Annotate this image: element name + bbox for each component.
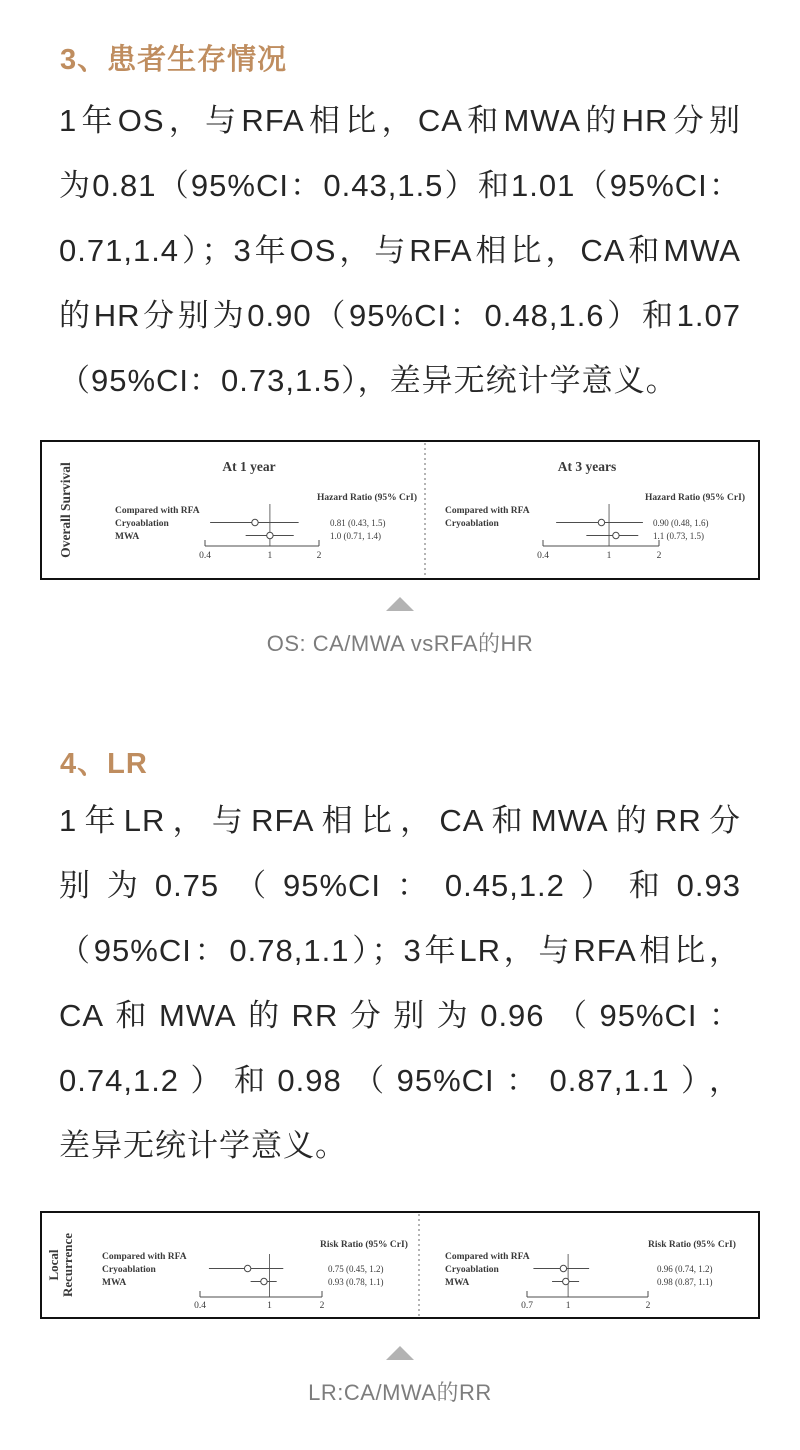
point-estimate-marker bbox=[598, 519, 604, 525]
axis-tick-label: 2 bbox=[656, 551, 662, 561]
point-estimate-marker bbox=[560, 1265, 566, 1271]
section-3-paragraph bbox=[59, 88, 741, 413]
axis-tick-label: 1 bbox=[565, 1301, 571, 1311]
paragraph-line: 的HR分别为0.90（95%CI：0.48,1.6）和1.07 bbox=[59, 298, 741, 333]
effect-column-header: Hazard Ratio (95% CrI) bbox=[317, 493, 417, 503]
caption-triangle-icon bbox=[386, 597, 414, 611]
axis-tick-label: 0.4 bbox=[194, 1301, 206, 1311]
row-label: Cryoablation bbox=[445, 1265, 499, 1275]
lr-figure-caption-block bbox=[0, 1346, 800, 1407]
row-value: 0.93 (0.78, 1.1) bbox=[328, 1277, 384, 1287]
paragraph-line: 0.74,1.2）和0.98（95%CI：0.87,1.1）， bbox=[59, 1063, 741, 1098]
figure-outcome-label: Recurrence bbox=[60, 1232, 75, 1298]
row-label: MWA bbox=[102, 1278, 127, 1288]
section-4-paragraph bbox=[59, 788, 741, 1178]
figure-outcome-label: Local bbox=[46, 1249, 61, 1281]
row-label: MWA bbox=[115, 532, 140, 542]
paragraph-line: （95%CI：0.73,1.5），差异无统计学意义。 bbox=[59, 363, 678, 398]
axis-tick-label: 1 bbox=[606, 551, 612, 561]
section-4-heading: 4、LR bbox=[60, 748, 148, 780]
effect-column-header: Hazard Ratio (95% CrI) bbox=[645, 493, 745, 503]
reference-row-label: Compared with RFA bbox=[115, 506, 200, 516]
reference-row-label: Compared with RFA bbox=[445, 506, 530, 516]
axis-tick-label: 0.7 bbox=[521, 1301, 533, 1311]
row-value: 0.98 (0.87, 1.1) bbox=[657, 1277, 713, 1287]
axis-tick-label: 0.4 bbox=[199, 551, 211, 561]
point-estimate-marker bbox=[563, 1278, 569, 1284]
reference-row-label: Compared with RFA bbox=[102, 1252, 187, 1262]
paragraph-line: 0.71,1.4）；3年OS，与RFA相比，CA和MWA bbox=[59, 233, 741, 268]
row-label: MWA bbox=[445, 1278, 470, 1288]
row-value: 1.0 (0.71, 1.4) bbox=[330, 531, 381, 541]
paragraph-line: 差异无统计学意义。 bbox=[59, 1128, 347, 1163]
os-figure-caption-block bbox=[0, 597, 800, 658]
paragraph-line: 别为0.75（95%CI：0.45,1.2）和0.93 bbox=[59, 868, 741, 903]
panel-title: At 1 year bbox=[222, 459, 276, 474]
paragraph-line: CA和MWA的RR分别为0.96（95%CI： bbox=[59, 998, 741, 1033]
panel-title: At 3 years bbox=[557, 459, 617, 474]
axis-tick-label: 2 bbox=[645, 1301, 651, 1311]
axis-tick-label: 2 bbox=[316, 551, 322, 561]
os-forest-plot-image[interactable] bbox=[40, 440, 760, 580]
point-estimate-marker bbox=[244, 1265, 250, 1271]
row-label: Cryoablation bbox=[102, 1265, 156, 1275]
paragraph-line: 为0.81（95%CI：0.43,1.5）和1.01（95%CI： bbox=[59, 168, 741, 203]
os-forest-plot-svg bbox=[42, 442, 758, 578]
figure-outcome-label: Overall Survival bbox=[58, 462, 73, 558]
axis-tick-label: 1 bbox=[267, 1301, 272, 1311]
row-value: 1.1 (0.73, 1.5) bbox=[653, 531, 704, 541]
paragraph-line: 1年OS，与RFA相比，CA和MWA的HR分别 bbox=[59, 103, 741, 138]
row-label: Cryoablation bbox=[445, 519, 499, 529]
caption-triangle-icon bbox=[386, 1346, 414, 1360]
axis-tick-label: 1 bbox=[267, 551, 273, 561]
point-estimate-marker bbox=[267, 532, 273, 538]
paragraph-line: 1年LR，与RFA相比，CA和MWA的RR分 bbox=[59, 803, 741, 838]
effect-column-header: Risk Ratio (95% CrI) bbox=[320, 1240, 408, 1250]
row-value: 0.81 (0.43, 1.5) bbox=[330, 518, 386, 528]
lr-forest-plot-svg bbox=[42, 1213, 758, 1317]
point-estimate-marker bbox=[261, 1278, 267, 1284]
axis-tick-label: 0.4 bbox=[537, 551, 549, 561]
row-label: Cryoablation bbox=[115, 519, 169, 529]
row-value: 0.96 (0.74, 1.2) bbox=[657, 1264, 713, 1274]
row-value: 0.75 (0.45, 1.2) bbox=[328, 1264, 384, 1274]
row-value: 0.90 (0.48, 1.6) bbox=[653, 518, 709, 528]
section-3-heading: 3、患者生存情况 bbox=[60, 44, 288, 76]
lr-figure-caption: LR:CA/MWA的RR bbox=[308, 1380, 492, 1405]
lr-forest-plot-image[interactable] bbox=[40, 1211, 760, 1319]
paragraph-line: （95%CI：0.78,1.1）；3年LR，与RFA相比， bbox=[59, 933, 741, 968]
reference-row-label: Compared with RFA bbox=[445, 1252, 530, 1262]
os-figure-caption: OS: CA/MWA vsRFA的HR bbox=[266, 631, 534, 656]
effect-column-header: Risk Ratio (95% CrI) bbox=[648, 1240, 736, 1250]
point-estimate-marker bbox=[252, 519, 258, 525]
point-estimate-marker bbox=[613, 532, 619, 538]
axis-tick-label: 2 bbox=[319, 1301, 325, 1311]
